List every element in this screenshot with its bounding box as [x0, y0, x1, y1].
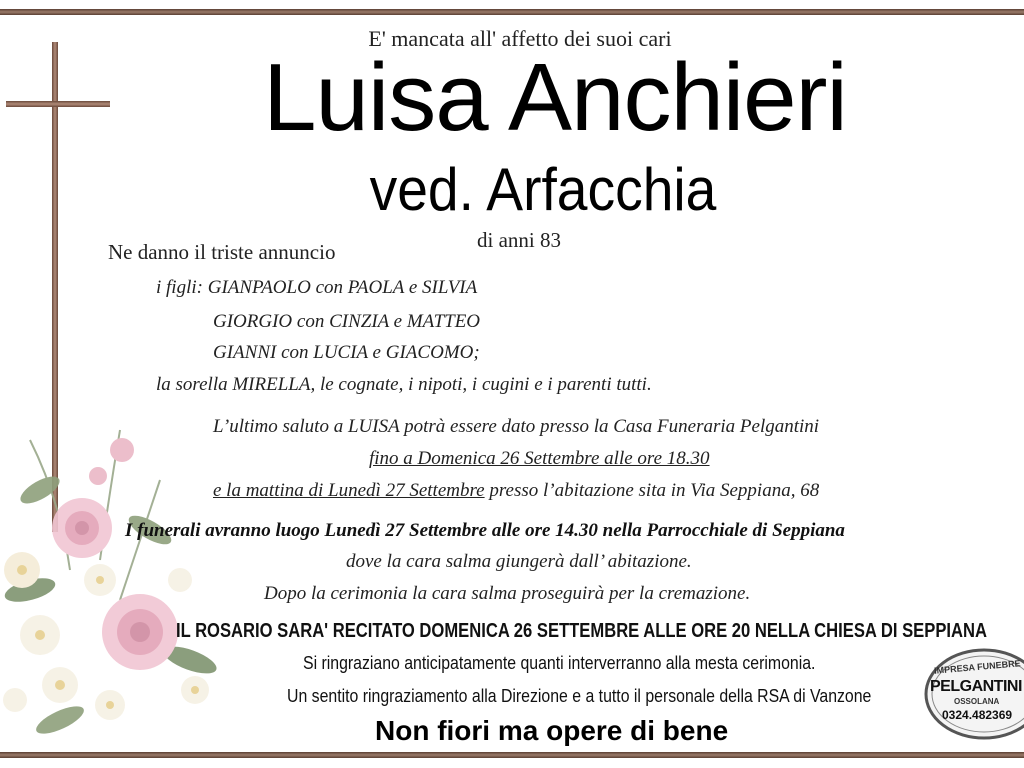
- frame-top-border: [0, 9, 1024, 15]
- visit-line-3-rest: presso l’abitazione sita in Via Seppiana, 68: [484, 480, 820, 501]
- funeral-line-2: dove la cara salma giungerà dall’ abitazione.: [346, 551, 692, 572]
- header-line: E' mancata all' affetto dei suoi cari: [368, 26, 672, 51]
- widow-of-name: ved. Arfacchia: [369, 156, 717, 223]
- rosary-line: IL ROSARIO SARA' RECITATO DOMENICA 26 SETTEMBRE ALLE ORE 20 NELLA CHIESA DI SEPPIANA: [176, 620, 987, 642]
- logo-top-text: IMPRESA FUNEBRE: [933, 658, 1021, 676]
- frame-bottom-border: [0, 752, 1024, 758]
- funeral-line-3: Dopo la cerimonia la cara salma proseguirà per la cremazione.: [264, 583, 751, 604]
- visit-line-1: L’ultimo saluto a LUISA potrà essere dato presso la Casa Funeraria Pelgantini: [213, 416, 820, 437]
- funeral-line-1: I funerali avranno luogo Lunedì 27 Settembre alle ore 14.30 nella Parrocchiale di Seppiana: [125, 520, 845, 541]
- logo-place: OSSOLANA: [954, 697, 1000, 706]
- visit-line-3-underlined: e la mattina di Lunedì 27 Settembre: [213, 480, 485, 501]
- visit-line-2: fino a Domenica 26 Settembre alle ore 18.30: [369, 448, 710, 469]
- thanks-line-2: Un sentito ringraziamento alla Direzione e a tutto il personale della RSA di Vanzone: [287, 686, 872, 706]
- flower-bouquet-image: [0, 420, 260, 750]
- deceased-name: Luisa Anchieri: [263, 44, 847, 151]
- family-line-2: GIORGIO con CINZIA e MATTEO: [213, 311, 481, 332]
- funeral-home-logo: [924, 646, 1024, 742]
- logo-name: PELGANTINI: [930, 678, 1022, 695]
- family-line-3: GIANNI con LUCIA e GIACOMO;: [213, 342, 480, 363]
- family-line-1: i figli: GIANPAOLO con PAOLA e SILVIA: [156, 277, 478, 298]
- visit-line-3: [213, 480, 819, 502]
- thanks-line-1: Si ringraziano anticipatamente quanti interverranno alla mesta cerimonia.: [303, 653, 816, 673]
- logo-phone: 0324.482369: [942, 708, 1013, 722]
- announce-line: Ne danno il triste annuncio: [108, 240, 336, 264]
- age-line: di anni 83: [477, 228, 561, 252]
- closing-line: Non fiori ma opere di bene: [375, 715, 729, 746]
- family-line-4: la sorella MIRELLA, le cognate, i nipoti, i cugini e i parenti tutti.: [156, 374, 652, 395]
